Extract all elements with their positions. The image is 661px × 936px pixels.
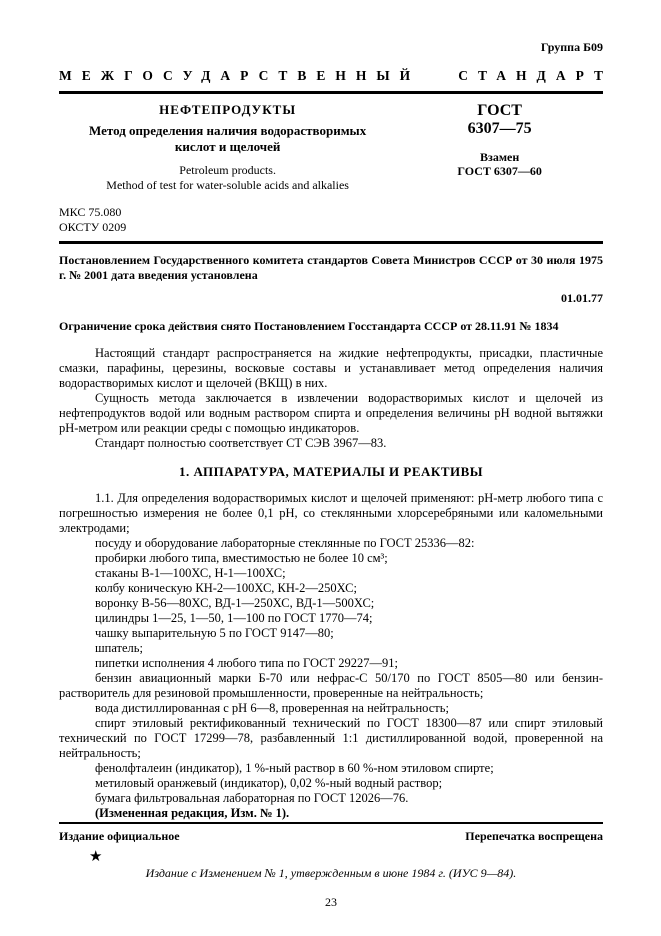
official-edition-label: Издание официальное: [59, 829, 180, 843]
intro-paragraph-3: Стандарт полностью соответствует СТ СЭВ 3967—83.: [95, 435, 387, 450]
page-number: 23: [325, 895, 337, 909]
page-footer: [59, 822, 603, 910]
reagent-list-item: стаканы В-1—100ХС, Н-1—100ХС;: [95, 565, 286, 580]
reagent-list-item: спирт этиловый ректификованный технический по ГОСТ 18300—87 или спирт этиловый технический по ГОСТ 17299—78, разбавленный 1:1 дистиллированной водой, проверенной на нейтральность;: [59, 715, 603, 760]
okstu-code: ОКСТУ 0209: [59, 220, 127, 234]
reagent-list-item: вода дистиллированная с рН 6—8, проверенная на нейтральность;: [95, 700, 449, 715]
subtitle-ru: Метод определения наличия водорастворимых кислот и щелочей: [89, 123, 367, 154]
section-1-heading: 1. АППАРАТУРА, МАТЕРИАЛЫ И РЕАКТИВЫ: [178, 463, 484, 479]
standard-type-word-1: МЕЖГОСУДАРСТВЕННЫЙ: [59, 68, 421, 83]
reagent-list-item: фенолфталеин (индикатор), 1 %-ный раствор в 60 %-ном этиловом спирте;: [95, 760, 494, 775]
reagent-list-item: воронку В-56—80ХС, ВД-1—250ХС, ВД-1—500ХС;: [95, 595, 375, 610]
star-icon: ★: [89, 849, 103, 865]
reagent-list-item: посуду и оборудование лабораторные стеклянные по ГОСТ 25336—82:: [95, 535, 475, 550]
reagent-list-item: бензин авиационный марки Б-70 или нефрас-С 50/170 по ГОСТ 8505—80 или бензин-растворитель для резиновой промышленности, проверенные на нейтральность;: [59, 670, 603, 700]
title-column: [59, 100, 396, 193]
reagent-list-item: чашку выпарительную 5 по ГОСТ 9147—80;: [95, 625, 334, 640]
group-code: Группа Б09: [540, 40, 603, 54]
gost-label: ГОСТ: [477, 102, 522, 119]
divider-codes: [59, 241, 603, 244]
intro-paragraph-2: Сущность метода заключается в извлечении водорастворимых кислот и щелочей из нефтепродуктов водой или водным раствором спирта и определения величины рН водной вытяжки рН-метром или реакции среды с помощью индикаторов.: [59, 390, 603, 435]
footer-row: [59, 829, 603, 844]
intro-paragraph-1: Настоящий стандарт распространяется на жидкие нефтепродукты, присадки, пластичные смазки, парафины, церезины, восковые составы и устанавливает метод определения наличия водорастворимых кислот и щелочей (ВКЩ) в них.: [59, 345, 603, 390]
mks-code: МКС 75.080: [59, 205, 122, 219]
amendment-note: (Измененная редакция, Изм. № 1).: [95, 805, 290, 820]
edition-note: Издание с Изменением № 1, утвержденным в июне 1984 г. (ИУС 9—84).: [145, 866, 517, 880]
reagent-list-item: метиловый оранжевый (индикатор), 0,02 %-ный водный раствор;: [95, 775, 443, 790]
reagent-list-item: шпатель;: [95, 640, 143, 655]
reagent-list-item: пробирки любого типа, вместимостью не более 10 см³;: [95, 550, 388, 565]
title-en: Petroleum products.: [179, 163, 276, 177]
title-block: [59, 94, 603, 201]
reagent-list-item: бумага фильтровальная лабораторная по ГОСТ 12026—76.: [95, 790, 409, 805]
title-ru: НЕФТЕПРОДУКТЫ: [159, 102, 297, 117]
standard-type-heading: [59, 67, 613, 84]
standard-type-word-2: СТАНДАРТ: [458, 68, 613, 83]
clause-1-1: 1.1. Для определения водорастворимых кислот и щелочей применяют: рН-метр любого типа с погрешностью измерения не более 0,1 рН, со стеклянными хлорсеребряными или каломельными электродами;: [59, 490, 603, 535]
reagent-list-item: пипетки исполнения 4 любого типа по ГОСТ 29227—91;: [95, 655, 398, 670]
subtitle-en: Method of test for water-soluble acids and alkalies: [106, 178, 349, 192]
divider-footer: [59, 822, 603, 824]
decree-paragraph: Постановлением Государственного комитета стандартов Совета Министров СССР от 30 июля 1975 г. № 2001 дата введения установлена: [59, 253, 603, 282]
classification-codes: [59, 205, 603, 235]
reagent-list-item: колбу коническую КН-2—100ХС, КН-2—250ХС;: [95, 580, 357, 595]
reprint-prohibited-label: Перепечатка воспрещена: [465, 829, 603, 843]
restriction-paragraph: Ограничение срока действия снято Постановлением Госстандарта СССР от 28.11.91 № 1834: [59, 319, 559, 333]
replaces-label: Взамен: [480, 150, 520, 164]
replaces-number: ГОСТ 6307—60: [457, 164, 542, 178]
gost-number: 6307—75: [467, 120, 532, 137]
effective-date: 01.01.77: [561, 291, 603, 305]
designation-column: [396, 100, 603, 193]
reagent-list-item: цилиндры 1—25, 1—50, 1—100 по ГОСТ 1770—74;: [95, 610, 373, 625]
